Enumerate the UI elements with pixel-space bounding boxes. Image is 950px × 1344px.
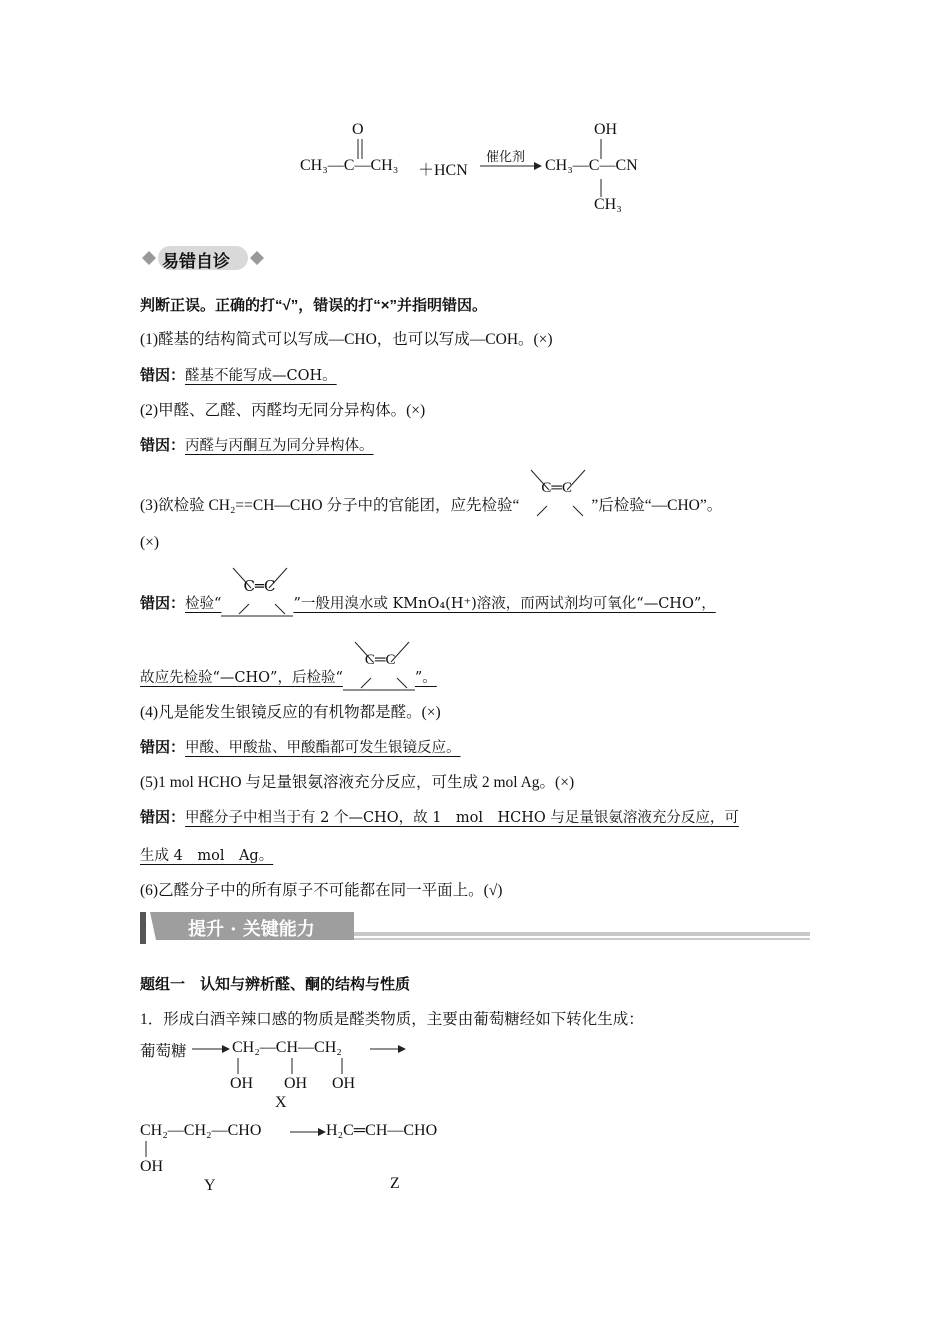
x-oh-1: OH — [230, 1075, 254, 1092]
z-chain: H₂C═CH—CHO — [326, 1122, 438, 1139]
x-bonds — [232, 1058, 352, 1076]
x-label: X — [275, 1094, 287, 1111]
glucose-label: 葡萄糖 — [140, 1043, 187, 1060]
group-title: 题组一 认知与辨析醛、酮的结构与性质 — [140, 976, 411, 993]
error-prefix: 错因： — [140, 739, 186, 756]
badge-label: 易错自诊 — [162, 252, 230, 271]
catalyst-label: 催化剂 — [486, 150, 526, 165]
acetone-formula: CH₃—C—CH₃ — [300, 157, 399, 174]
cc-label: C═C — [243, 577, 276, 596]
reaction-arrow — [480, 160, 542, 172]
item-5-reason-b — [140, 846, 273, 866]
reason-a-post: ”一般用溴水或 KMnO₄(H⁺)溶液，而两试剂均可氧化“—CHO”， — [293, 596, 716, 612]
q3-post: ”后检验“—CHO”。 — [591, 497, 723, 514]
error-prefix: 错因： — [140, 809, 186, 826]
y-chain: CH₂—CH₂—CHO — [140, 1122, 262, 1139]
section-header — [140, 912, 810, 944]
cc-label: C═C — [364, 652, 396, 669]
reason-text: 醛基不能写成—COH。 — [185, 368, 337, 384]
item-4-reason — [140, 738, 461, 758]
arrow-3 — [290, 1126, 326, 1138]
reason-b-post: ”。 — [414, 670, 437, 686]
item-4-question: (4)凡是能发生银镜反应的有机物都是醛。(×) — [140, 704, 441, 721]
alkene-structure — [343, 652, 415, 688]
cc-label: C═C — [541, 480, 573, 497]
reason-text: 丙醛与丙酮互为同分异构体。 — [185, 438, 374, 454]
alkene-structure — [221, 577, 293, 614]
error-prefix: 错因： — [140, 595, 186, 612]
item-3-tail: (×) — [140, 534, 160, 551]
reason-text: 甲酸、甲酸盐、甲酸酯都可发生银镜反应。 — [185, 740, 461, 756]
hydroxyl-label: OH — [594, 121, 618, 138]
item-6-question: (6)乙醛分子中的所有原子不可能都在同一平面上。(√) — [140, 882, 503, 899]
q3-pre: (3)欲检验 CH₂==CH—CHO 分子中的官能团，应先检验“ — [140, 497, 520, 514]
reason-a-pre: 检验“ — [185, 596, 222, 612]
item-2-reason — [140, 436, 374, 456]
arrow-2 — [370, 1043, 406, 1055]
y-bond — [140, 1141, 154, 1159]
item-1-reason — [140, 366, 337, 386]
item-3-reason-b — [140, 652, 437, 688]
problem-1-text: 1．形成白酒辛辣口感的物质是醛类物质，主要由葡萄糖经如下转化生成： — [140, 1011, 644, 1028]
item-5-reason-a — [140, 808, 739, 828]
arrow-1 — [192, 1043, 230, 1055]
hcn-reagent: ＋HCN — [418, 162, 468, 179]
y-oh: OH — [140, 1158, 164, 1175]
alkene-structure — [519, 480, 591, 516]
item-3-question — [140, 480, 723, 516]
error-prefix: 错因： — [140, 437, 186, 454]
reason-text: 生成 4 mol Ag。 — [140, 848, 274, 864]
y-label: Y — [204, 1177, 216, 1194]
item-1-question: (1)醛基的结构简式可以写成—CHO，也可以写成—COH。(×) — [140, 331, 553, 348]
methyl-below: CH₃ — [594, 196, 622, 213]
reason-b-pre: 故应先检验“—CHO”，后检验“ — [140, 670, 343, 686]
item-3-reason-a — [140, 577, 716, 614]
carbonyl-oxygen: O — [352, 121, 364, 138]
double-bond-vertical — [354, 139, 366, 159]
item-2-question: (2)甲醛、乙醛、丙醛均无同分异构体。(×) — [140, 402, 426, 419]
cyanohydrin-formula: CH₃—C—CN — [545, 157, 638, 174]
section-title: 提升 · 关键能力 — [188, 919, 315, 940]
reason-text: 甲醛分子中相当于有 2 个—CHO，故 1 mol HCHO 与足量银氨溶液充分反应，可 — [185, 810, 739, 826]
x-oh-3: OH — [332, 1075, 356, 1092]
error-check-badge — [140, 243, 266, 273]
instruction: 判断正误。正确的打“√”，错误的打“×”并指明错因。 — [140, 297, 487, 314]
item-5-question: (5)1 mol HCHO 与足量银氨溶液充分反应，可生成 2 mol Ag。(×) — [140, 774, 575, 791]
x-chain: CH₂—CH—CH₂ — [232, 1039, 342, 1056]
x-oh-2: OH — [284, 1075, 308, 1092]
error-prefix: 错因： — [140, 367, 186, 384]
z-label: Z — [390, 1175, 400, 1192]
